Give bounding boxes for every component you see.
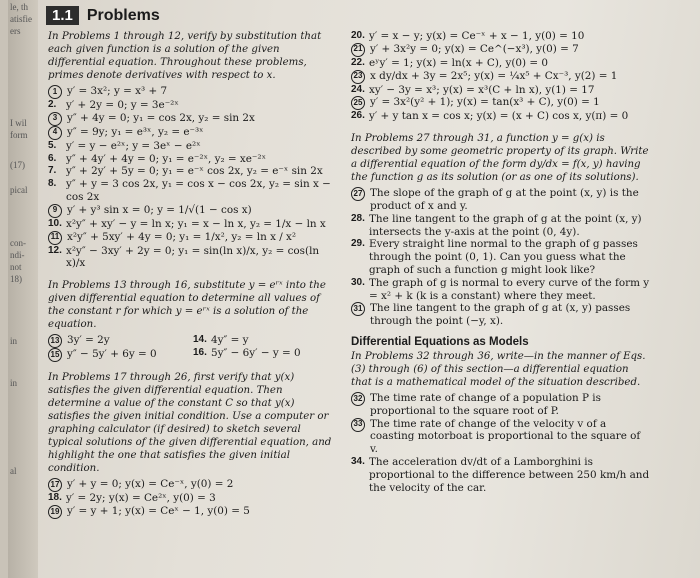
- problem-text: y′ = 3x²(y² + 1); y(x) = tan(x³ + C), y(0) = 1: [370, 96, 600, 109]
- problem-number: 24.: [351, 83, 365, 95]
- problem-text: x dy/dx + 3y = 2x⁵; y(x) = ¼x⁵ + Cx⁻³, y(2) = 1: [370, 69, 618, 82]
- circled-problem-number: 4: [48, 126, 62, 140]
- problem-item: [48, 126, 338, 140]
- problem-item: [48, 505, 338, 519]
- problem-text: y′ + y = 0; y(x) = Ce⁻ˣ, y(0) = 2: [67, 478, 234, 491]
- problem-text: The slope of the graph of g at the point (x, y) is the product of x and y.: [370, 187, 639, 212]
- problem-item: [48, 140, 338, 153]
- problem-number: 29.: [351, 238, 365, 250]
- problem-item: [48, 478, 338, 492]
- problem-item: [193, 347, 338, 360]
- problem-item: [351, 30, 651, 43]
- circled-problem-number: 1: [48, 85, 62, 99]
- problem-number: 12.: [48, 244, 62, 256]
- problem-text: The acceleration dv/dt of a Lamborghini is proportional to the difference between 250 km/h and the velocity of the car.: [369, 455, 650, 494]
- problem-number: 8.: [48, 178, 57, 190]
- problem-item: [351, 110, 651, 123]
- problem-text: The graph of g is normal to every curve of the form y = x² + k (k is a constant) where they meet.: [369, 276, 650, 302]
- problem-number: 18.: [48, 492, 62, 504]
- problem-text: y″ = 9y; y₁ = e³ˣ, y₂ = e⁻³ˣ: [67, 125, 204, 138]
- problem-item: [48, 165, 338, 178]
- problem-text: y′ = y + 1; y(x) = Ceˣ − 1, y(0) = 5: [67, 504, 250, 517]
- problem-item: [48, 112, 338, 126]
- problem-text: y″ + 2y′ + 5y = 0; y₁ = e⁻ˣ cos 2x, y₂ = e⁻ˣ sin 2x: [66, 165, 323, 178]
- margin-fragment: le, th: [10, 2, 28, 12]
- problem-text: y′ + 2y = 0; y = 3e⁻²ˣ: [66, 99, 179, 111]
- problem-text: The time rate of change of the velocity v of a coasting motorboat is proportional to the square of v.: [370, 417, 641, 456]
- circled-problem-number: 33: [351, 418, 365, 432]
- margin-fragment: in: [10, 336, 18, 346]
- circled-problem-number: 32: [351, 392, 365, 406]
- problem-item: [351, 96, 651, 110]
- circled-problem-number: 3: [48, 112, 62, 126]
- problem-text: xy′ − 3y = x³; y(x) = x³(C + ln x), y(1) = 17: [369, 83, 595, 96]
- problem-item: [351, 84, 651, 97]
- problem-number: 6.: [48, 152, 57, 164]
- problem-text: y′ = y − e²ˣ; y = 3eˣ − e²ˣ: [66, 139, 201, 152]
- margin-fragment: in: [10, 378, 18, 388]
- textbook-page: [8, 0, 700, 578]
- margin-fragment: (17): [10, 160, 25, 170]
- problem-text: The time rate of change of a population P is proportional to the square root of P.: [370, 391, 601, 417]
- problem-text: y′ + 3x²y = 0; y(x) = Ce^(−x³), y(0) = 7: [370, 42, 579, 55]
- circled-problem-number: 21: [351, 43, 365, 57]
- section-number: 1.1: [46, 6, 79, 25]
- right-column: [351, 30, 651, 494]
- margin-fragment: pical: [10, 185, 28, 195]
- problem-item: [351, 43, 651, 57]
- problem-number: 16.: [193, 346, 207, 358]
- margin-fragment: ndi-: [10, 250, 25, 260]
- previous-page-edge: [8, 0, 38, 578]
- problem-text: y″ + 4y = 0; y₁ = cos 2x, y₂ = sin 2x: [67, 111, 255, 124]
- problem-number: 14.: [193, 334, 207, 346]
- problem-item: [351, 238, 651, 276]
- problem-grid-13-16: [48, 334, 338, 362]
- circled-problem-number: 15: [48, 348, 62, 362]
- problem-text: y″ − 5y′ + 6y = 0: [67, 348, 157, 361]
- problem-number: 26.: [351, 110, 365, 122]
- problem-number: 7.: [48, 165, 57, 177]
- problem-number: 5.: [48, 139, 57, 151]
- margin-fragment: atisfie: [10, 14, 32, 24]
- instructions-13-16: In Problems 13 through 16, substitute y = eʳˣ into the given differential equation to determine all values of the constant r for which y = eʳˣ is a solution of the equation.: [48, 280, 326, 331]
- problem-item: [48, 85, 338, 99]
- problem-item: [351, 302, 651, 328]
- problem-text: y′ = 2y; y(x) = Ce²ˣ, y(0) = 3: [66, 492, 216, 505]
- problem-item: [48, 348, 193, 362]
- problem-text: y′ = x − y; y(x) = Ce⁻ˣ + x − 1, y(0) = 10: [369, 30, 585, 42]
- instructions-27-31: In Problems 27 through 31, a function y = g(x) is described by some geometric property of its graph. Write a differential equation of the form dy/dx = f(x, y) having the function g as its solution (or as one of its solutions).: [351, 133, 649, 184]
- margin-fragment: con-: [10, 238, 26, 248]
- problem-list-1-12: [48, 85, 338, 270]
- problem-item: [48, 178, 338, 204]
- circled-problem-number: 23: [351, 70, 365, 84]
- problem-item: [351, 277, 651, 303]
- margin-fragment: I wil: [10, 118, 27, 128]
- problem-list-17-19: [48, 478, 338, 519]
- circled-problem-number: 19: [48, 505, 62, 519]
- problem-item: [351, 213, 651, 239]
- problem-number: 2.: [48, 99, 57, 110]
- problem-item: [193, 334, 338, 347]
- problem-item: [351, 70, 651, 84]
- problem-number: 10.: [48, 217, 62, 229]
- problem-text: y″ + y = 3 cos 2x, y₁ = cos x − cos 2x, y₂ = sin x − cos 2x: [66, 178, 331, 203]
- problem-text: 5y″ − 6y′ − y = 0: [211, 346, 301, 359]
- problem-item: [351, 392, 651, 418]
- circled-problem-number: 11: [48, 231, 62, 245]
- problem-item: [48, 218, 338, 231]
- problem-item: [48, 204, 338, 218]
- problem-text: y″ + 4y′ + 4y = 0; y₁ = e⁻²ˣ, y₂ = xe⁻²ˣ: [66, 152, 266, 165]
- problem-list-32-34: [351, 392, 651, 494]
- problem-text: y′ + y tan x = cos x; y(x) = (x + C) cos x, y(π) = 0: [369, 110, 629, 123]
- margin-fragment: not: [10, 262, 22, 272]
- instructions-32-36: In Problems 32 through 36, write—in the manner of Eqs. (3) through (6) of this section—a differential equation that is a mathematical model of the situation described.: [351, 350, 646, 388]
- problem-text: 3y′ = 2y: [67, 334, 110, 347]
- circled-problem-number: 13: [48, 334, 62, 348]
- problem-list-27-31: [351, 187, 651, 328]
- problem-text: x²y″ + 5xy′ + 4y = 0; y₁ = 1/x², y₂ = ln x / x²: [67, 230, 297, 243]
- problem-item: [351, 456, 651, 494]
- problem-item: [351, 57, 651, 70]
- problem-text: 4y″ = y: [211, 334, 249, 347]
- problem-text: eʸy′ = 1; y(x) = ln(x + C), y(0) = 0: [369, 56, 549, 69]
- circled-problem-number: 9: [48, 204, 62, 218]
- models-heading: Differential Equations as Models: [351, 335, 529, 348]
- problem-text: x²y″ + xy′ − y = ln x; y₁ = x − ln x, y₂ = 1/x − ln x: [66, 217, 326, 230]
- problem-text: y′ = 3x²; y = x³ + 7: [67, 85, 168, 97]
- problem-number: 22.: [351, 56, 365, 68]
- problem-list-14-16: [193, 334, 338, 362]
- circled-problem-number: 31: [351, 302, 365, 316]
- instructions-17-26: In Problems 17 through 26, first verify that y(x) satisfies the given differential equation. Then determine a value of the constant C so that y(x) satisfies the given initial condition. Use a computer or graphing calculator (if desired) to sketch several typical solutions of the given differential equation, and highlight the one that satisfies the given initial condition.: [48, 372, 332, 475]
- problem-number: 20.: [351, 30, 365, 41]
- problem-item: [351, 418, 651, 456]
- circled-problem-number: 25: [351, 96, 365, 110]
- circled-problem-number: 17: [48, 478, 62, 492]
- problem-text: x²y″ − 3xy′ + 2y = 0; y₁ = sin(ln x)/x, y₂ = cos(ln x)/x: [66, 244, 320, 270]
- problem-text: Every straight line normal to the graph of g passes through the point (0, 1). Can you guess what the graph of such a function g might look like?: [369, 238, 638, 276]
- problem-item: [48, 492, 338, 505]
- problem-item: [48, 231, 338, 245]
- section-title: Problems: [86, 6, 160, 24]
- margin-fragment: 18): [10, 274, 22, 284]
- problem-item: [48, 99, 338, 112]
- problem-number: 30.: [351, 276, 365, 288]
- problem-text: The line tangent to the graph of g at (x, y) passes through the point (−y, x).: [370, 302, 631, 328]
- problem-number: 34.: [351, 455, 365, 467]
- circled-problem-number: 27: [351, 187, 365, 201]
- section-header: [46, 6, 160, 25]
- problem-item: [351, 187, 651, 213]
- problem-item: [48, 245, 338, 271]
- problem-number: 28.: [351, 212, 365, 224]
- instructions-1-12: In Problems 1 through 12, verify by substitution that each given function is a solution of the given differential equation. Throughout these problems, primes denote derivatives with respect to x.: [48, 31, 322, 81]
- margin-fragment: form: [10, 130, 28, 140]
- problem-text: y′ + y³ sin x = 0; y = 1/√(1 − cos x): [67, 203, 252, 216]
- problem-item: [48, 153, 338, 166]
- margin-fragment: ers: [10, 26, 21, 36]
- problem-text: The line tangent to the graph of g at the point (x, y) intersects the y-axis at the point (0, 4y).: [369, 212, 642, 238]
- left-column: [48, 30, 338, 519]
- margin-fragment: al: [10, 466, 17, 476]
- problem-list-20-26: [351, 30, 651, 123]
- problem-item: [48, 334, 193, 348]
- problem-list-13-15: [48, 334, 193, 362]
